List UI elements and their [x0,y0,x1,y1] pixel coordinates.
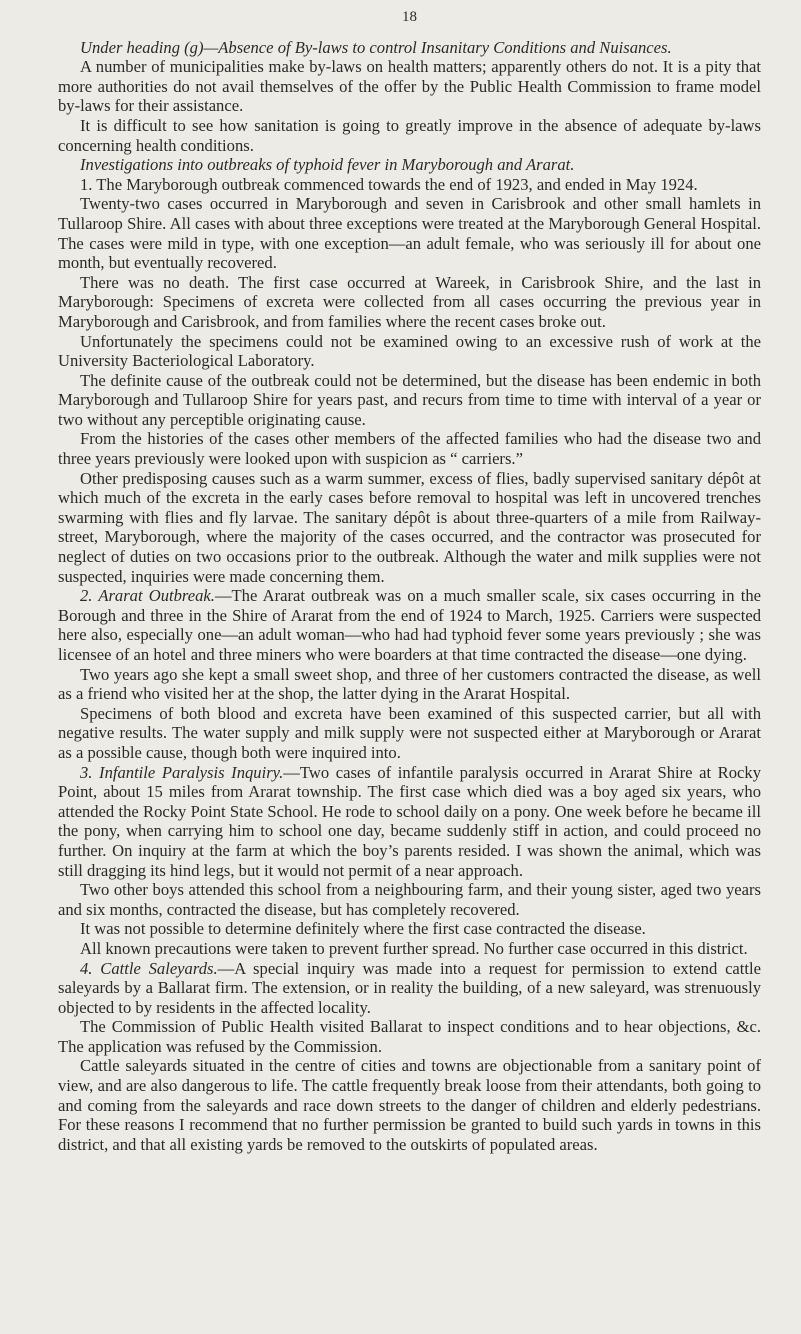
paragraph: There was no death. The first case occurred at Wareek, in Carisbrook Shire, and the last in Maryborough: Specimens of excreta were collected from all cases occurring the previous year in Maryborough and Carisbrook, and from families where the recent cases broke out. [58,272,761,331]
section-text: —A special inquiry was made into a request for permission to extend cattle saleyards by a Ballarat firm. The extension, or in reality the building, of a new saleyard, was strenuously objected to by residents in the affected locality. [58,958,761,1017]
paragraph: It is difficult to see how sanitation is going to greatly improve in the absence of adequate by-laws concerning health conditions. [58,115,761,155]
section-text: —The Ararat outbreak was on a much smaller scale, six cases occurring in the Borough and three in the Shire of Ararat from the end of 1924 to March, 1925. Carriers were suspected here also, especially one—an adult woman—who had had typhoid fever some years previously ; she was licensee of an hotel and three miners who were boarders at that time contracted the disease—one dying. [58,586,761,664]
section-label: 4. Cattle Saleyards. [80,958,218,978]
paragraph: All known precautions were taken to prevent further spread. No further case occurred in this district. [80,938,748,958]
paragraph: The definite cause of the outbreak could not be determined, but the disease has been endemic in both Maryborough and Tullaroop Shire for years past, and recurs from time to time with interval of a year or two without any perceptible originating cause. [58,370,761,429]
typhoid-heading: Investigations into outbreaks of typhoid fever in Maryborough and Ararat. [80,155,575,175]
paragraph: From the histories of the cases other members of the affected families who had the disease two and three years previously were looked upon with suspicion as “ carriers.” [58,429,761,469]
section-label: 3. Infantile Paralysis Inquiry. [80,762,284,782]
paragraph: Specimens of both blood and excreta have been examined of this suspected carrier, but all with negative results. The water supply and milk supply were not suspected either at Maryborough or Ararat as a possible cause, though both were inquired into. [58,703,761,762]
cattle-saleyards-section [58,959,761,1018]
section-text: —Two cases of infantile paralysis occurred in Ararat Shire at Rocky Point, about 15 miles from Ararat township. The first case which died was a boy aged six years, who attended the Rocky Point State School. He rode to school daily on a pony. One week before he became ill the pony, when carrying him to school one day, became suddenly stiff in action, and could proceed no further. On inquiry at the farm at which the boy’s parents resided. I was shown the animal, which was still dragging its hind legs, but it would not permit of a near approach. [58,762,761,880]
section-label: 2. Ararat Outbreak. [80,586,215,606]
paragraph: Two years ago she kept a small sweet shop, and three of her customers contracted the disease, as well as a friend who visited her at the shop, the latter dying in the Ararat Hospital. [58,664,761,704]
paragraph: It was not possible to determine definitely where the first case contracted the disease. [80,919,646,939]
ararat-section [58,586,761,664]
paragraph: Cattle saleyards situated in the centre of cities and towns are objectionable from a sanitary point of view, and are also dangerous to life. The cattle frequently break loose from their attendants, both going to and coming from the saleyards and race down streets to the danger of children and elderly pedestrians. For these reasons I recommend that no further permission be granted to build such yards in towns in this district, and that all existing yards be removed to the outskirts of populated areas. [58,1056,761,1154]
paragraph: Twenty-two cases occurred in Maryborough and seven in Carisbrook and other small hamlets in Tullaroop Shire. All cases with about three exceptions were treated at the Maryborough General Hospital. The cases were mild in type, with one exception—an adult female, who was seriously ill for about one month, but eventually recovered. [58,194,761,273]
bylaws-heading: Under heading (g)—Absence of By-laws to control Insanitary Conditions and Nuisances. [80,37,672,57]
paragraph: Two other boys attended this school from a neighbouring farm, and their young sister, aged two years and six months, contracted the disease, but has completely recovered. [58,880,761,919]
paragraph: Unfortunately the specimens could not be examined owing to an excessive rush of work at the University Bacteriological Laboratory. [58,331,761,371]
infantile-paralysis-section [58,763,761,881]
paragraph: The Commission of Public Health visited Ballarat to inspect conditions and to hear objections, &c. The application was refused by the Commission. [58,1017,761,1056]
page-number: 18 [402,9,417,25]
paragraph: Other predisposing causes such as a warm summer, excess of flies, badly supervised sanitary dépôt at which much of the excreta in the early cases before removal to hospital was left in uncovered trenches swarming with flies and fly larvae. The sanitary dépôt is about three-quarters of a mile from Railway-street, Maryborough, where the majority of the cases occurred, and the contractor was prosecuted for neglect of duties on two occasions prior to the outbreak. Although the water and milk supplies were not suspected, inquiries were made concerning them. [58,468,761,586]
paragraph: A number of municipalities make by-laws on health matters; apparently others do not. It is a pity that more authorities do not avail themselves of the offer by the Public Health Commission to frame model by-laws for their assistance. [58,57,761,116]
numbered-item: 1. The Maryborough outbreak commenced towards the end of 1923, and ended in May 1924. [80,174,698,194]
